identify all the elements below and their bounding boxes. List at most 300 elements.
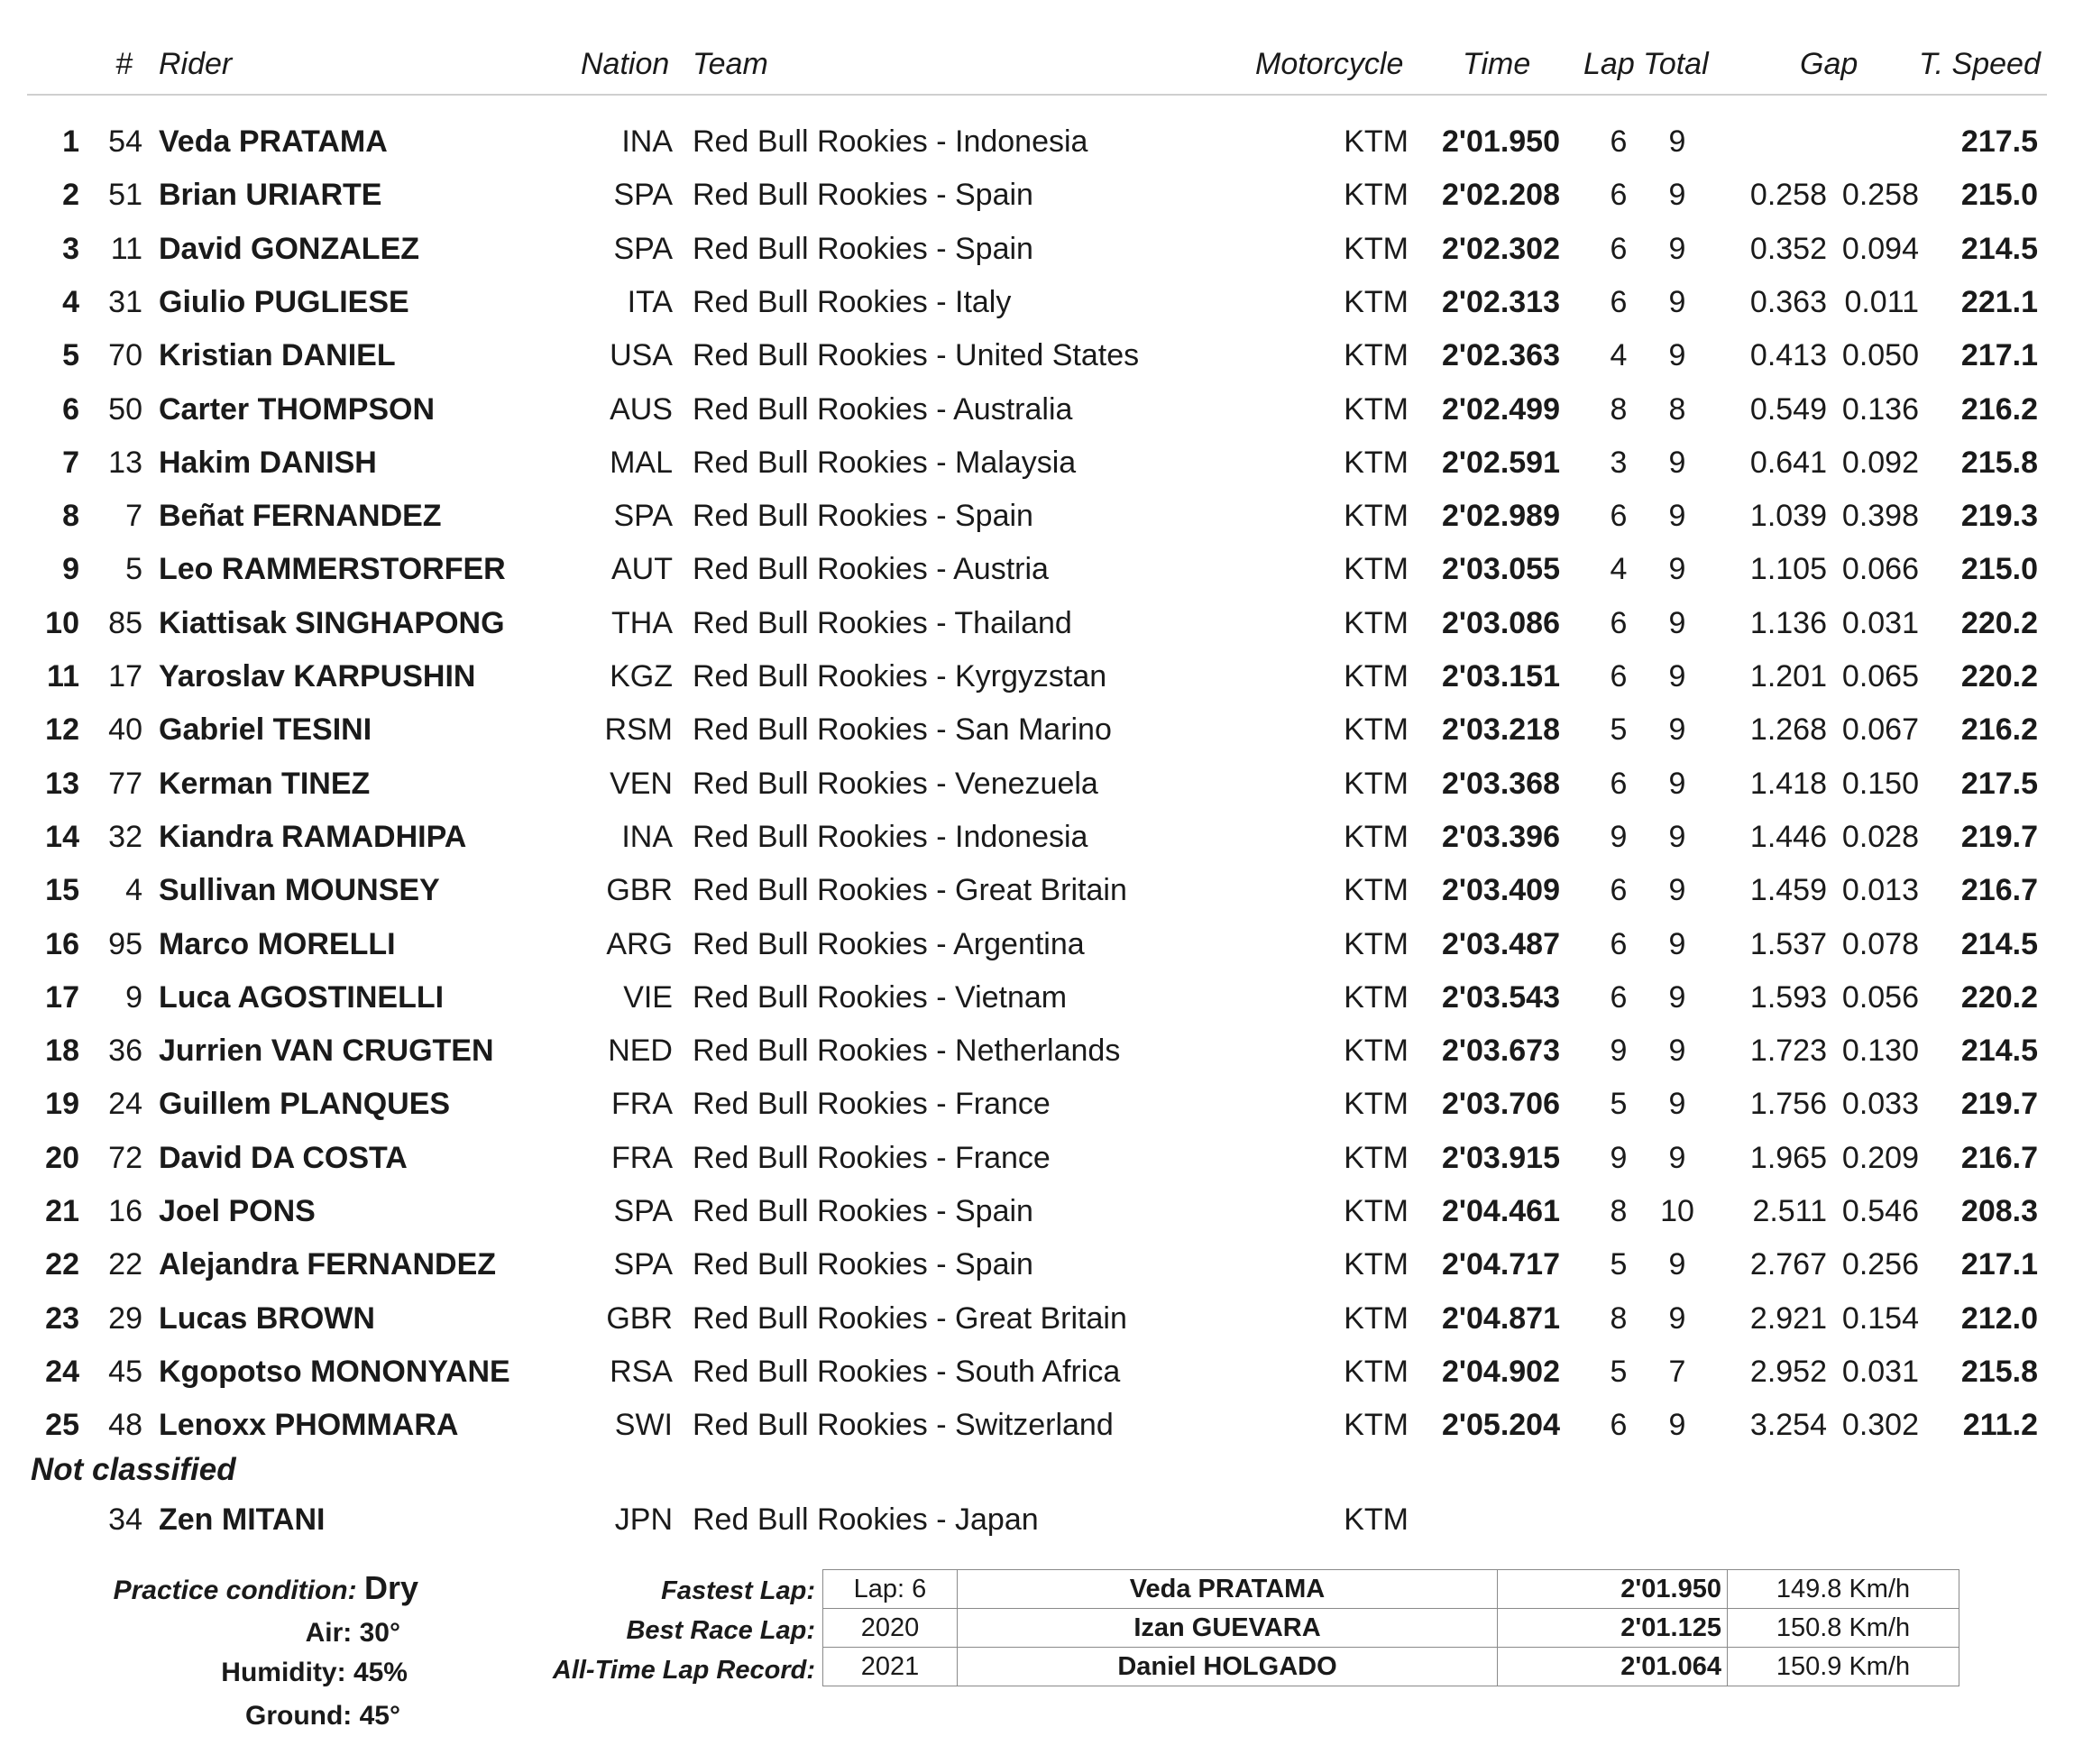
gap-previous: 0.013 [1841, 873, 1919, 907]
rider-number: 5 [125, 552, 142, 586]
record-rider: Izan GUEVARA [958, 1609, 1498, 1648]
rider-number: 85 [108, 606, 142, 640]
total-laps: 9 [1668, 820, 1686, 854]
lap: 6 [1610, 873, 1628, 907]
gap-previous: 0.066 [1841, 552, 1919, 586]
motorcycle: KTM [1344, 980, 1409, 1015]
gap-previous: 0.302 [1841, 1408, 1919, 1442]
gap: 2.511 [1752, 1194, 1827, 1228]
table-row [0, 446, 2074, 499]
nation: SPA [613, 1247, 673, 1282]
total-laps: 9 [1668, 873, 1686, 907]
motorcycle: KTM [1344, 1087, 1409, 1121]
team: Red Bull Rookies - Spain [693, 1247, 1033, 1282]
top-speed: 215.0 [1960, 178, 2038, 212]
top-speed: 215.8 [1960, 446, 2038, 480]
header-rider: Rider [159, 47, 233, 81]
team: Red Bull Rookies - Vietnam [693, 980, 1068, 1015]
rider-name: Kgopotso MONONYANE [159, 1355, 510, 1389]
header-nation: Nation [581, 47, 670, 81]
rider-name: Joel PONS [159, 1194, 316, 1228]
lap-time: 2'03.543 [1442, 980, 1560, 1015]
rider-name: Jurrien VAN CRUGTEN [159, 1034, 494, 1068]
gap: 0.363 [1749, 285, 1827, 319]
team: Red Bull Rookies - Italy [693, 285, 1012, 319]
team: Red Bull Rookies - Venezuela [693, 767, 1098, 801]
position: 16 [45, 927, 79, 961]
rider-name: Brian URIARTE [159, 178, 382, 212]
lap: 9 [1610, 1141, 1628, 1175]
table-row [0, 392, 2074, 446]
gap: 1.268 [1749, 712, 1827, 747]
lap-time: 2'02.363 [1442, 338, 1560, 372]
position: 18 [45, 1034, 79, 1068]
total-laps: 9 [1668, 232, 1686, 266]
gap: 0.258 [1749, 178, 1827, 212]
gap: 1.756 [1749, 1087, 1827, 1121]
table-row [0, 1355, 2074, 1408]
lap-time: 2'02.499 [1442, 392, 1560, 427]
motorcycle: KTM [1344, 446, 1409, 480]
position: 11 [47, 659, 79, 694]
lap-time: 2'02.591 [1442, 446, 1560, 480]
table-row [0, 820, 2074, 873]
header-time: Time [1463, 47, 1531, 81]
position: 3 [62, 232, 79, 266]
lap: 5 [1610, 712, 1628, 747]
total-laps: 9 [1668, 659, 1686, 694]
rider-name: Kiattisak SINGHAPONG [159, 606, 505, 640]
gap-previous: 0.398 [1841, 499, 1919, 533]
position: 22 [45, 1247, 79, 1282]
lap-time: 2'04.902 [1442, 1355, 1560, 1389]
record-row-best-race-lap [823, 1609, 1959, 1648]
record-speed: 150.8 Km/h [1728, 1609, 1959, 1648]
team: Red Bull Rookies - Great Britain [693, 1301, 1127, 1336]
table-row [0, 980, 2074, 1034]
motorcycle: KTM [1344, 1355, 1409, 1389]
top-speed: 216.2 [1960, 392, 2038, 427]
nation: ARG [606, 927, 673, 961]
table-row [0, 1408, 2074, 1461]
top-speed: 217.1 [1960, 338, 2038, 372]
total-laps: 9 [1668, 1301, 1686, 1336]
top-speed: 211.2 [1962, 1408, 2038, 1442]
position: 17 [45, 980, 79, 1015]
position: 10 [45, 606, 79, 640]
motorcycle: KTM [1344, 873, 1409, 907]
table-row [0, 873, 2074, 926]
rider-name: Giulio PUGLIESE [159, 285, 409, 319]
gap-previous: 0.256 [1841, 1247, 1919, 1282]
top-speed: 214.5 [1960, 232, 2038, 266]
header-top-speed: T. Speed [1919, 47, 2041, 81]
gap-previous: 0.209 [1841, 1141, 1919, 1175]
gap: 1.136 [1749, 606, 1827, 640]
rider-name: Kiandra RAMADHIPA [159, 820, 467, 854]
team: Red Bull Rookies - Indonesia [693, 820, 1088, 854]
top-speed: 216.2 [1960, 712, 2038, 747]
total-laps: 9 [1668, 178, 1686, 212]
rider-number: 51 [108, 178, 142, 212]
gap: 1.593 [1749, 980, 1827, 1015]
nation: ITA [627, 285, 673, 319]
rider-number: 36 [108, 1034, 142, 1068]
total-laps: 9 [1668, 606, 1686, 640]
team: Red Bull Rookies - Thailand [693, 606, 1072, 640]
table-row [0, 1141, 2074, 1194]
team: Red Bull Rookies - France [693, 1087, 1051, 1121]
table-row [0, 927, 2074, 980]
record-rider: Daniel HOLGADO [958, 1648, 1498, 1686]
rider-number: 16 [108, 1194, 142, 1228]
record-row-fastest-lap [823, 1570, 1959, 1609]
team: Red Bull Rookies - Spain [693, 232, 1033, 266]
record-row-all-time [823, 1648, 1959, 1686]
position: 7 [62, 446, 79, 480]
motorcycle: KTM [1344, 1141, 1409, 1175]
gap: 1.105 [1749, 552, 1827, 586]
table-row [0, 552, 2074, 605]
lap: 4 [1610, 552, 1628, 586]
lap: 5 [1610, 1247, 1628, 1282]
rider-number: 70 [108, 338, 142, 372]
rider-name: Gabriel TESINI [159, 712, 372, 747]
total-laps: 9 [1668, 1408, 1686, 1442]
rider-number: 54 [108, 124, 142, 159]
position: 15 [45, 873, 79, 907]
table-row [0, 1087, 2074, 1140]
practice-condition-label: Practice condition: [113, 1576, 357, 1605]
gap: 1.537 [1749, 927, 1827, 961]
table-row [0, 1194, 2074, 1247]
lap: 6 [1610, 232, 1628, 266]
rider-number: 9 [125, 980, 142, 1015]
not-classified-heading: Not classified [31, 1452, 236, 1487]
table-row [0, 124, 2074, 178]
motorcycle: KTM [1344, 1194, 1409, 1228]
position: 12 [45, 712, 79, 747]
nation: SPA [613, 232, 673, 266]
total-laps: 9 [1668, 499, 1686, 533]
table-header [0, 47, 2074, 87]
record-time: 2'01.125 [1498, 1609, 1728, 1648]
motorcycle: KTM [1344, 927, 1409, 961]
lap-time: 2'02.989 [1442, 499, 1560, 533]
team: Red Bull Rookies - Spain [693, 499, 1033, 533]
lap: 5 [1610, 1087, 1628, 1121]
lap-time: 2'04.461 [1442, 1194, 1560, 1228]
record-time: 2'01.064 [1498, 1648, 1728, 1686]
position: 19 [45, 1087, 79, 1121]
team: Red Bull Rookies - France [693, 1141, 1051, 1175]
motorcycle: KTM [1344, 124, 1409, 159]
motorcycle: KTM [1344, 606, 1409, 640]
gap: 2.767 [1749, 1247, 1827, 1282]
rider-name: Beñat FERNANDEZ [159, 499, 442, 533]
team: Red Bull Rookies - Switzerland [693, 1408, 1114, 1442]
rider-name: Yaroslav KARPUSHIN [159, 659, 476, 694]
rider-number: 50 [108, 392, 142, 427]
lap: 6 [1610, 659, 1628, 694]
motorcycle: KTM [1344, 285, 1409, 319]
total-laps: 9 [1668, 712, 1686, 747]
nation: SPA [613, 178, 673, 212]
table-row [0, 606, 2074, 659]
total-laps: 9 [1668, 285, 1686, 319]
team: Red Bull Rookies - Kyrgyzstan [693, 659, 1107, 694]
total-laps: 9 [1668, 1087, 1686, 1121]
lap: 3 [1610, 446, 1628, 480]
team: Red Bull Rookies - United States [693, 338, 1140, 372]
gap: 0.413 [1749, 338, 1827, 372]
rider-name: Guillem PLANQUES [159, 1087, 451, 1121]
gap-previous: 0.050 [1841, 338, 1919, 372]
rider-number: 45 [108, 1355, 142, 1389]
lap: 9 [1610, 820, 1628, 854]
table-row [0, 1301, 2074, 1355]
lap-time: 2'03.368 [1442, 767, 1560, 801]
gap-previous: 0.130 [1841, 1034, 1919, 1068]
table-row [0, 1034, 2074, 1087]
motorcycle: KTM [1344, 767, 1409, 801]
nation: VEN [610, 767, 673, 801]
motorcycle: KTM [1344, 1502, 1409, 1537]
nation: FRA [611, 1141, 673, 1175]
gap-previous: 0.258 [1841, 178, 1919, 212]
lap: 6 [1610, 124, 1628, 159]
lap-time: 2'03.409 [1442, 873, 1560, 907]
lap-time: 2'03.706 [1442, 1087, 1560, 1121]
top-speed: 215.0 [1960, 552, 2038, 586]
top-speed: 217.1 [1960, 1247, 2038, 1282]
record-rider: Veda PRATAMA [958, 1570, 1498, 1609]
lap: 8 [1610, 1301, 1628, 1336]
table-row [0, 338, 2074, 391]
nation: USA [610, 338, 673, 372]
total-laps: 9 [1668, 446, 1686, 480]
gap-previous: 0.067 [1841, 712, 1919, 747]
position: 5 [62, 338, 79, 372]
air-temperature: Air: 30° [305, 1618, 400, 1648]
ground-temperature: Ground: 45° [244, 1701, 400, 1731]
header-gap: Gap [1800, 47, 1858, 81]
motorcycle: KTM [1344, 1301, 1409, 1336]
nation: JPN [614, 1502, 673, 1537]
lap-time: 2'03.218 [1442, 712, 1560, 747]
lap-time: 2'03.487 [1442, 927, 1560, 961]
gap: 1.723 [1749, 1034, 1827, 1068]
rider-name: Kristian DANIEL [159, 338, 396, 372]
gap: 2.921 [1749, 1301, 1827, 1336]
total-laps: 9 [1668, 552, 1686, 586]
nation: AUS [610, 392, 673, 427]
rider-name: David GONZALEZ [159, 232, 420, 266]
table-row [0, 1247, 2074, 1300]
lap: 6 [1610, 606, 1628, 640]
table-row [0, 712, 2074, 766]
nation: GBR [606, 1301, 673, 1336]
gap: 2.952 [1749, 1355, 1827, 1389]
record-label: Best Race Lap: [626, 1616, 815, 1645]
motorcycle: KTM [1344, 392, 1409, 427]
table-row [0, 499, 2074, 552]
rider-name: Veda PRATAMA [159, 124, 388, 159]
records-table [822, 1569, 1959, 1686]
rider-number: 48 [108, 1408, 142, 1442]
rider-number: 95 [108, 927, 142, 961]
lap-time: 2'05.204 [1442, 1408, 1560, 1442]
position: 9 [62, 552, 79, 586]
team: Red Bull Rookies - Great Britain [693, 873, 1127, 907]
lap-time: 2'03.673 [1442, 1034, 1560, 1068]
rider-number: 22 [108, 1247, 142, 1282]
position: 2 [62, 178, 79, 212]
team: Red Bull Rookies - Spain [693, 178, 1033, 212]
lap-time: 2'03.396 [1442, 820, 1560, 854]
team: Red Bull Rookies - Japan [693, 1502, 1039, 1537]
rider-name: Marco MORELLI [159, 927, 396, 961]
lap: 6 [1610, 927, 1628, 961]
rider-number: 31 [108, 285, 142, 319]
gap-previous: 0.033 [1841, 1087, 1919, 1121]
lap-time: 2'03.055 [1442, 552, 1560, 586]
lap-time: 2'03.915 [1442, 1141, 1560, 1175]
rider-number: 24 [108, 1087, 142, 1121]
top-speed: 214.5 [1960, 927, 2038, 961]
gap-previous: 0.028 [1841, 820, 1919, 854]
rider-name: Carter THOMPSON [159, 392, 436, 427]
total-laps: 9 [1668, 980, 1686, 1015]
total-laps: 9 [1668, 767, 1686, 801]
gap-previous: 0.056 [1841, 980, 1919, 1015]
table-row [0, 232, 2074, 285]
top-speed: 217.5 [1960, 124, 2038, 159]
gap: 0.641 [1749, 446, 1827, 480]
top-speed: 216.7 [1960, 1141, 2038, 1175]
team: Red Bull Rookies - Malaysia [693, 446, 1077, 480]
gap: 1.418 [1749, 767, 1827, 801]
header-divider [27, 94, 2047, 96]
record-speed: 149.8 Km/h [1728, 1570, 1959, 1609]
total-laps: 9 [1668, 1141, 1686, 1175]
gap-previous: 0.078 [1841, 927, 1919, 961]
rider-number: 40 [108, 712, 142, 747]
team: Red Bull Rookies - San Marino [693, 712, 1112, 747]
lap: 9 [1610, 1034, 1628, 1068]
gap: 0.549 [1749, 392, 1827, 427]
nation: SPA [613, 1194, 673, 1228]
lap: 6 [1610, 499, 1628, 533]
lap-time: 2'02.302 [1442, 232, 1560, 266]
motorcycle: KTM [1344, 820, 1409, 854]
rider-number: 17 [108, 659, 142, 694]
rider-number: 4 [125, 873, 142, 907]
nation: NED [608, 1034, 673, 1068]
lap: 8 [1610, 392, 1628, 427]
rider-name: Hakim DANISH [159, 446, 377, 480]
rider-name: Sullivan MOUNSEY [159, 873, 440, 907]
top-speed: 216.7 [1960, 873, 2038, 907]
rider-number: 34 [108, 1502, 142, 1537]
gap-previous: 0.011 [1844, 285, 1919, 319]
gap-previous: 0.092 [1841, 446, 1919, 480]
total-laps: 9 [1668, 1247, 1686, 1282]
rider-number: 7 [125, 499, 142, 533]
team: Red Bull Rookies - Australia [693, 392, 1073, 427]
lap: 6 [1610, 178, 1628, 212]
gap: 1.446 [1749, 820, 1827, 854]
top-speed: 214.5 [1960, 1034, 2038, 1068]
lap-time: 2'02.208 [1442, 178, 1560, 212]
header-motorcycle: Motorcycle [1255, 47, 1404, 81]
total-laps: 10 [1660, 1194, 1694, 1228]
team: Red Bull Rookies - Argentina [693, 927, 1085, 961]
top-speed: 217.5 [1960, 767, 2038, 801]
motorcycle: KTM [1344, 1408, 1409, 1442]
position: 6 [62, 392, 79, 427]
gap-previous: 0.031 [1841, 1355, 1919, 1389]
rider-name: Kerman TINEZ [159, 767, 371, 801]
rider-number: 32 [108, 820, 142, 854]
record-label: Fastest Lap: [661, 1576, 815, 1605]
nation: INA [621, 820, 673, 854]
motorcycle: KTM [1344, 1247, 1409, 1282]
nation: KGZ [610, 659, 673, 694]
nation: VIE [623, 980, 673, 1015]
gap: 3.254 [1749, 1408, 1827, 1442]
gap: 1.965 [1749, 1141, 1827, 1175]
gap-previous: 0.094 [1841, 232, 1919, 266]
nation: RSM [604, 712, 673, 747]
lap: 6 [1610, 285, 1628, 319]
record-time: 2'01.950 [1498, 1570, 1728, 1609]
position: 24 [45, 1355, 79, 1389]
rider-name: Luca AGOSTINELLI [159, 980, 445, 1015]
record-lap: 2020 [823, 1609, 958, 1648]
total-laps: 9 [1668, 124, 1686, 159]
top-speed: 219.7 [1960, 820, 2038, 854]
gap: 1.201 [1749, 659, 1827, 694]
top-speed: 212.0 [1960, 1301, 2038, 1336]
position: 23 [45, 1301, 79, 1336]
motorcycle: KTM [1344, 178, 1409, 212]
top-speed: 220.2 [1960, 606, 2038, 640]
team: Red Bull Rookies - Netherlands [693, 1034, 1121, 1068]
table-row [0, 767, 2074, 820]
nation: SWI [614, 1408, 673, 1442]
rider-number: 13 [108, 446, 142, 480]
nation: SPA [613, 499, 673, 533]
nation: FRA [611, 1087, 673, 1121]
rider-name: David DA COSTA [159, 1141, 408, 1175]
top-speed: 219.3 [1960, 499, 2038, 533]
header-team: Team [693, 47, 768, 81]
gap: 1.039 [1749, 499, 1827, 533]
total-laps: 9 [1668, 338, 1686, 372]
lap-time: 2'04.871 [1442, 1301, 1560, 1336]
rider-number: 11 [110, 232, 142, 266]
top-speed: 221.1 [1960, 285, 2038, 319]
lap: 6 [1610, 767, 1628, 801]
rider-name: Alejandra FERNANDEZ [159, 1247, 497, 1282]
record-lap: Lap: 6 [823, 1570, 958, 1609]
position: 20 [45, 1141, 79, 1175]
lap-time: 2'03.086 [1442, 606, 1560, 640]
gap-previous: 0.065 [1841, 659, 1919, 694]
rider-number: 29 [108, 1301, 142, 1336]
lap-time: 2'04.717 [1442, 1247, 1560, 1282]
